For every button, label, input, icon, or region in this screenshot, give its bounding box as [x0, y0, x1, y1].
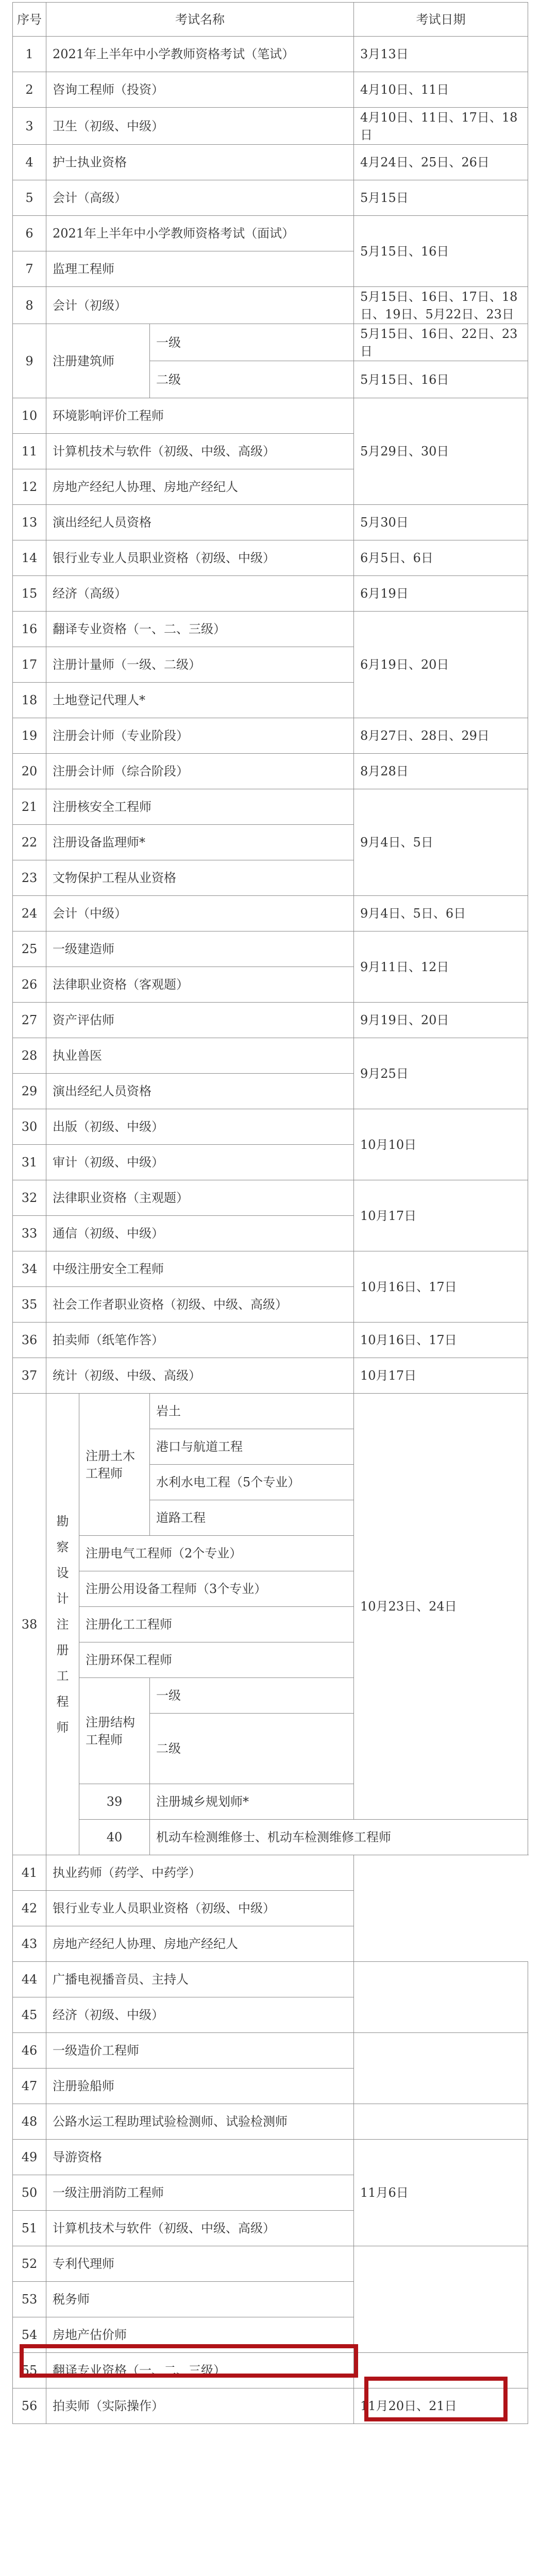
table-row — [13, 505, 528, 540]
table-row — [13, 1820, 528, 1855]
row-number: 27 — [13, 1003, 46, 1038]
exam-date: 5月15日、16日 — [354, 361, 528, 398]
row-number: 50 — [13, 2175, 46, 2211]
exam-date: 6月19日 — [354, 576, 528, 612]
row-number: 29 — [13, 1074, 46, 1109]
exam-name: 注册土木工程师 — [79, 1394, 150, 1536]
row-number: 19 — [13, 718, 46, 754]
row-number: 42 — [13, 1891, 46, 1926]
exam-name: 会计（中级） — [46, 896, 354, 931]
exam-name: 出版（初级、中级） — [46, 1109, 354, 1145]
exam-date — [354, 2353, 528, 2388]
row-number: 39 — [79, 1784, 150, 1820]
table-row — [13, 2353, 528, 2388]
exam-name: 注册环保工程师 — [79, 1642, 354, 1678]
row-number: 28 — [13, 1038, 46, 1074]
row-number: 10 — [13, 398, 46, 434]
exam-date: 5月15日、16日、17日、18日、19日、5月22日、23日 — [354, 287, 528, 324]
exam-name: 导游资格 — [46, 2140, 354, 2175]
row-number: 37 — [13, 1358, 46, 1394]
exam-date: 8月28日 — [354, 754, 528, 789]
exam-name: 咨询工程师（投资） — [46, 72, 354, 108]
exam-name: 注册公用设备工程师（3个专业） — [79, 1571, 354, 1607]
row-number: 15 — [13, 576, 46, 612]
row-number: 11 — [13, 434, 46, 469]
exam-name: 翻译专业资格（一、二、三级） — [46, 612, 354, 647]
exam-name: 计算机技术与软件（初级、中级、高级） — [46, 2211, 354, 2246]
table-row — [13, 2140, 528, 2175]
row-number: 44 — [13, 1962, 46, 1997]
row-number: 25 — [13, 931, 46, 967]
table-row — [13, 754, 528, 789]
exam-date — [354, 2104, 528, 2140]
exam-name: 文物保护工程从业资格 — [46, 860, 354, 896]
exam-name: 社会工作者职业资格（初级、中级、高级） — [46, 1287, 354, 1323]
row-number: 4 — [13, 145, 46, 180]
row-number: 24 — [13, 896, 46, 931]
table-row — [13, 287, 528, 324]
table-row — [13, 180, 528, 216]
table-row — [13, 1394, 528, 1429]
row-number: 48 — [13, 2104, 46, 2140]
exam-subname: 港口与航道工程 — [150, 1429, 354, 1465]
row-number: 46 — [13, 2033, 46, 2069]
exam-date: 5月15日、16日、22日、23日 — [354, 324, 528, 361]
exam-name: 注册验船师 — [46, 2069, 354, 2104]
exam-name: 法律职业资格（主观题） — [46, 1180, 354, 1216]
row-number: 17 — [13, 647, 46, 683]
row-number: 22 — [13, 825, 46, 860]
exam-name: 注册会计师（综合阶段） — [46, 754, 354, 789]
exam-date: 9月19日、20日 — [354, 1003, 528, 1038]
exam-name: 房地产经纪人协理、房地产经纪人 — [46, 1926, 354, 1962]
row-number: 9 — [13, 324, 46, 398]
table-row — [13, 1109, 528, 1145]
row-number: 5 — [13, 180, 46, 216]
exam-date: 10月16日、17日 — [354, 1251, 528, 1323]
exam-name: 经济（初级、中级） — [46, 1997, 354, 2033]
exam-subname: 道路工程 — [150, 1500, 354, 1536]
table-row — [13, 540, 528, 576]
exam-name: 注册城乡规划师* — [150, 1784, 528, 1820]
exam-name: 公路水运工程助理试验检测师、试验检测师 — [46, 2104, 354, 2140]
exam-date: 8月27日、28日、29日 — [354, 718, 528, 754]
exam-subname: 一级 — [150, 1678, 354, 1714]
exam-name: 通信（初级、中级） — [46, 1216, 354, 1251]
exam-name: 机动车检测维修士、机动车检测维修工程师 — [150, 1820, 528, 1855]
table-row — [13, 37, 528, 72]
row-number: 8 — [13, 287, 46, 324]
table-row — [13, 2104, 528, 2140]
table-row — [13, 1891, 528, 1926]
row-number: 2 — [13, 72, 46, 108]
group-cell — [46, 1394, 79, 1855]
row-number: 54 — [13, 2317, 46, 2353]
table-row — [13, 1003, 528, 1038]
row-number: 45 — [13, 1997, 46, 2033]
table-row — [13, 931, 528, 967]
row-number: 18 — [13, 683, 46, 718]
exam-date — [354, 2033, 528, 2104]
row-number: 20 — [13, 754, 46, 789]
exam-name: 经济（高级） — [46, 576, 354, 612]
exam-date: 10月17日 — [354, 1358, 528, 1394]
row-number: 55 — [13, 2353, 46, 2388]
row-number: 32 — [13, 1180, 46, 1216]
exam-date: 10月10日 — [354, 1109, 528, 1180]
exam-name: 注册建筑师 — [46, 324, 150, 398]
row-number: 3 — [13, 108, 46, 145]
table-row — [13, 789, 528, 825]
exam-name: 专利代理师 — [46, 2246, 354, 2282]
exam-name: 环境影响评价工程师 — [46, 398, 354, 434]
exam-name: 演出经纪人员资格 — [46, 505, 354, 540]
exam-name: 会计（初级） — [46, 287, 354, 324]
table-row — [13, 2033, 528, 2069]
row-number: 53 — [13, 2282, 46, 2317]
exam-name: 一级注册消防工程师 — [46, 2175, 354, 2211]
exam-date: 4月10日、11日、17日、18日 — [354, 108, 528, 145]
exam-name: 注册结构工程师 — [79, 1678, 150, 1784]
exam-name: 翻译专业资格（一、二、三级） — [46, 2353, 354, 2388]
exam-subname: 二级 — [150, 361, 354, 398]
row-number: 38 — [13, 1394, 46, 1855]
exam-schedule-table — [12, 2, 528, 2424]
table-row — [13, 2388, 528, 2424]
exam-name: 护士执业资格 — [46, 145, 354, 180]
exam-name: 法律职业资格（客观题） — [46, 967, 354, 1003]
exam-date: 6月19日、20日 — [354, 612, 528, 718]
exam-name: 土地登记代理人* — [46, 683, 354, 718]
exam-name: 拍卖师（纸笔作答） — [46, 1323, 354, 1358]
header-num: 序号 — [13, 3, 46, 37]
exam-name: 拍卖师（实际操作） — [46, 2388, 354, 2424]
exam-name: 房地产经纪人协理、房地产经纪人 — [46, 469, 354, 505]
exam-subname: 水利水电工程（5个专业） — [150, 1465, 354, 1500]
exam-name: 会计（高级） — [46, 180, 354, 216]
exam-subname: 二级 — [150, 1714, 354, 1784]
table-row — [13, 576, 528, 612]
row-number: 40 — [79, 1820, 150, 1855]
row-number: 47 — [13, 2069, 46, 2104]
exam-date: 3月13日 — [354, 37, 528, 72]
exam-name: 监理工程师 — [46, 251, 354, 287]
row-number: 49 — [13, 2140, 46, 2175]
exam-name: 银行业专业人员职业资格（初级、中级） — [46, 540, 354, 576]
exam-name: 统计（初级、中级、高级） — [46, 1358, 354, 1394]
table-row — [13, 612, 528, 647]
row-number: 35 — [13, 1287, 46, 1323]
exam-date: 9月4日、5日 — [354, 789, 528, 896]
row-number: 26 — [13, 967, 46, 1003]
exam-name: 一级建造师 — [46, 931, 354, 967]
exam-name: 税务师 — [46, 2282, 354, 2317]
exam-subname: 一级 — [150, 324, 354, 361]
exam-name: 注册核安全工程师 — [46, 789, 354, 825]
table-row — [13, 2246, 528, 2282]
exam-name: 银行业专业人员职业资格（初级、中级） — [46, 1891, 354, 1926]
exam-date: 11月6日 — [354, 2140, 528, 2246]
row-number: 34 — [13, 1251, 46, 1287]
exam-date: 10月16日、17日 — [354, 1323, 528, 1358]
exam-schedule — [12, 2, 528, 2424]
table-row — [13, 896, 528, 931]
table-row — [13, 324, 528, 361]
exam-date: 5月30日 — [354, 505, 528, 540]
exam-name: 注册电气工程师（2个专业） — [79, 1536, 354, 1571]
row-number: 21 — [13, 789, 46, 825]
header-name: 考试名称 — [46, 3, 354, 37]
exam-date: 5月15日、16日 — [354, 216, 528, 287]
exam-name: 中级注册安全工程师 — [46, 1251, 354, 1287]
row-number: 33 — [13, 1216, 46, 1251]
row-number: 41 — [13, 1855, 46, 1891]
exam-name: 资产评估师 — [46, 1003, 354, 1038]
exam-name: 2021年上半年中小学教师资格考试（笔试） — [46, 37, 354, 72]
table-row — [13, 216, 528, 251]
table-row — [13, 1038, 528, 1074]
row-number: 6 — [13, 216, 46, 251]
exam-name: 执业药师（药学、中药学） — [46, 1855, 354, 1891]
table-row — [13, 145, 528, 180]
table-row — [13, 1926, 528, 1962]
exam-date: 9月25日 — [354, 1038, 528, 1109]
exam-name: 演出经纪人员资格 — [46, 1074, 354, 1109]
exam-name: 一级造价工程师 — [46, 2033, 354, 2069]
table-row — [13, 108, 528, 145]
row-number: 12 — [13, 469, 46, 505]
exam-name: 注册会计师（专业阶段） — [46, 718, 354, 754]
row-number: 7 — [13, 251, 46, 287]
exam-name: 执业兽医 — [46, 1038, 354, 1074]
row-number: 43 — [13, 1926, 46, 1962]
exam-date: 5月29日、30日 — [354, 398, 528, 505]
table-row — [13, 3, 528, 37]
exam-date: 10月17日 — [354, 1180, 528, 1251]
group-label: 勘察设计注册工程师 — [56, 1514, 69, 1735]
exam-name: 注册设备监理师* — [46, 825, 354, 860]
exam-date: 9月4日、5日、6日 — [354, 896, 528, 931]
table-row — [13, 718, 528, 754]
exam-name: 计算机技术与软件（初级、中级、高级） — [46, 434, 354, 469]
row-number: 56 — [13, 2388, 46, 2424]
exam-date: 9月11日、12日 — [354, 931, 528, 1003]
row-number: 36 — [13, 1323, 46, 1358]
table-row — [13, 1962, 528, 1997]
exam-subname: 岩土 — [150, 1394, 354, 1429]
exam-date: 4月10日、11日 — [354, 72, 528, 108]
table-row — [13, 1180, 528, 1216]
exam-name: 房地产估价师 — [46, 2317, 354, 2353]
exam-date: 11月20日、21日 — [354, 2388, 528, 2424]
header-date: 考试日期 — [354, 3, 528, 37]
row-number: 14 — [13, 540, 46, 576]
exam-name: 卫生（初级、中级） — [46, 108, 354, 145]
exam-name: 广播电视播音员、主持人 — [46, 1962, 354, 1997]
row-number: 31 — [13, 1145, 46, 1180]
exam-date: 10月23日、24日 — [354, 1394, 528, 1820]
row-number: 52 — [13, 2246, 46, 2282]
row-number: 13 — [13, 505, 46, 540]
table-row — [13, 1251, 528, 1287]
row-number: 1 — [13, 37, 46, 72]
row-number: 51 — [13, 2211, 46, 2246]
exam-date: 6月5日、6日 — [354, 540, 528, 576]
table-row — [13, 1784, 528, 1820]
row-number: 30 — [13, 1109, 46, 1145]
exam-date: 4月24日、25日、26日 — [354, 145, 528, 180]
table-row — [13, 398, 528, 434]
exam-date: 5月15日 — [354, 180, 528, 216]
exam-name: 2021年上半年中小学教师资格考试（面试） — [46, 216, 354, 251]
table-row — [13, 1855, 528, 1891]
exam-date — [354, 1962, 528, 2033]
table-row — [13, 72, 528, 108]
exam-name: 注册计量师（一级、二级） — [46, 647, 354, 683]
exam-name: 审计（初级、中级） — [46, 1145, 354, 1180]
row-number: 16 — [13, 612, 46, 647]
table-row — [13, 1323, 528, 1358]
exam-name: 注册化工工程师 — [79, 1607, 354, 1642]
row-number: 23 — [13, 860, 46, 896]
exam-date — [354, 2246, 528, 2353]
table-row — [13, 1358, 528, 1394]
